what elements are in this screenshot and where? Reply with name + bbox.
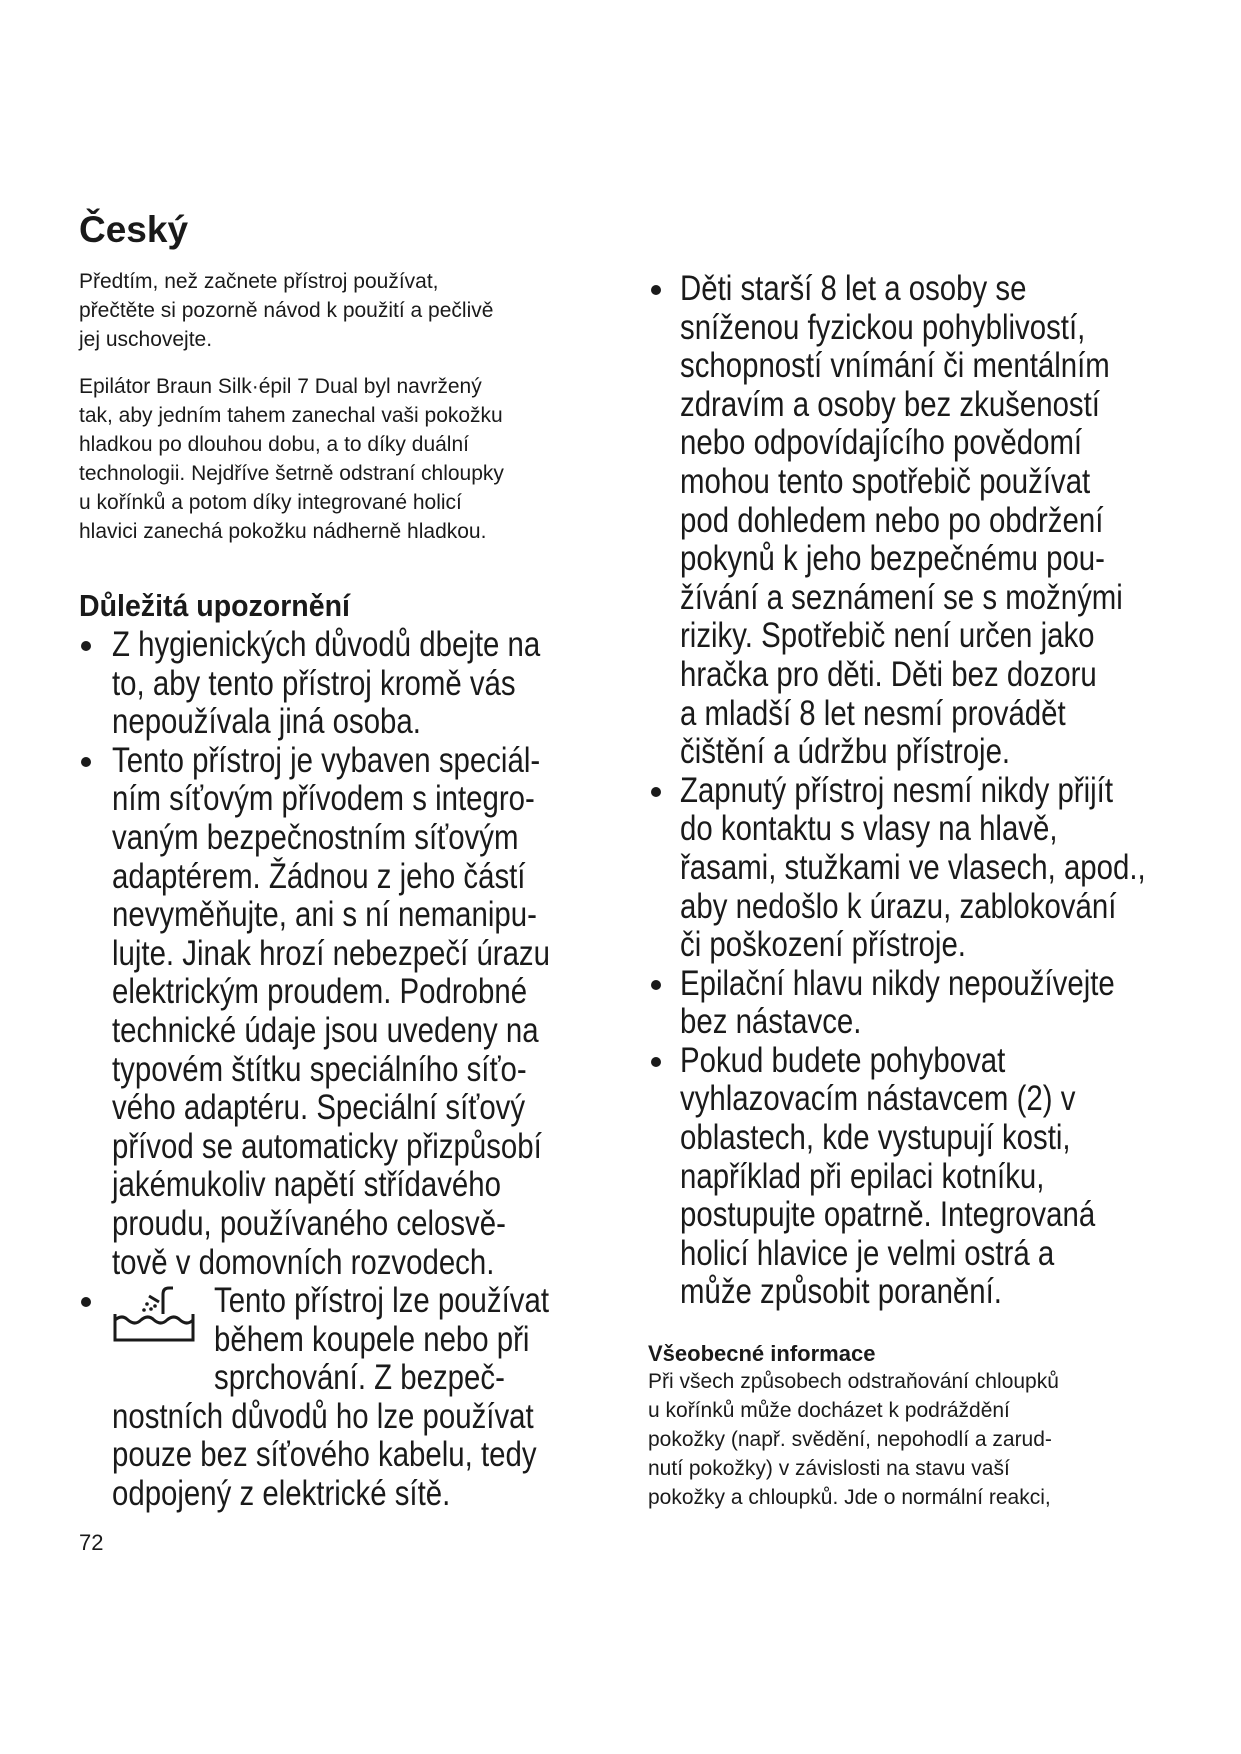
text-line: bez nástavce. <box>680 1002 862 1042</box>
bullet-item <box>79 626 619 742</box>
page-title: Český <box>79 209 189 250</box>
bullet-text <box>680 965 1191 1042</box>
bullet-text <box>680 772 1191 965</box>
text-line: nepoužívala jiná osoba. <box>112 702 421 742</box>
text-line: Epilátor Braun Silk·épil 7 Dual byl navržený <box>79 375 482 398</box>
bullet-item <box>651 772 1191 965</box>
text-line: jej uschovejte. <box>79 328 213 351</box>
bullet-item <box>651 270 1191 772</box>
bullet-dot <box>81 757 91 767</box>
text-line: Zapnutý přístroj nesmí nikdy přijít <box>680 770 1113 810</box>
text-line: adaptérem. Žádnou z jeho částí <box>112 856 526 896</box>
text-line: to, aby tento přístroj kromě vás <box>112 663 516 703</box>
text-line: jakémukoliv napětí střídavého <box>112 1165 501 1205</box>
warnings-heading: Důležitá upozornění <box>79 588 350 623</box>
intro-paragraph-2 <box>79 372 619 546</box>
text-line: u kořínků může docházet k podráždění <box>648 1399 1010 1422</box>
text-line: přívod se automaticky přizpůsobí <box>112 1126 542 1166</box>
text-line: mohou tento spotřebič používat <box>680 461 1091 501</box>
text-line: ním síťovým přívodem s integro- <box>112 779 535 819</box>
text-line: pod dohledem nebo po obdržení <box>680 500 1104 540</box>
text-line: riziky. Spotřebič není určen jako <box>680 616 1095 656</box>
text-line: nevyměňujte, ani s ní nemanipu- <box>112 895 537 935</box>
text-line: nostních důvodů ho lze používat <box>112 1396 534 1436</box>
bullet-text <box>112 742 619 1282</box>
text-line: Epilační hlavu nikdy nepoužívejte <box>680 963 1115 1003</box>
bullet-item <box>79 742 619 1282</box>
text-line: tak, aby jedním tahem zanechal vaši pokožku <box>79 404 503 427</box>
bath-bullet-text <box>112 1398 619 1514</box>
bullet-dot <box>651 787 661 797</box>
text-line: přečtěte si pozorně návod k použití a pečlivě <box>79 299 494 322</box>
intro-section <box>79 267 619 546</box>
text-line: holicí hlavice je velmi ostrá a <box>680 1233 1055 1273</box>
text-line: u kořínků a potom díky integrované holicí <box>79 491 462 514</box>
bullet-dot <box>651 980 661 990</box>
intro-paragraph-1 <box>79 267 619 354</box>
bath-shower-icon <box>111 1284 197 1353</box>
text-line: Tento přístroj lze používat <box>214 1281 550 1321</box>
left-warnings-list <box>79 626 619 1514</box>
general-info-text <box>648 1367 1188 1512</box>
text-line: pokožky (např. svědění, nepohodlí a zarud- <box>648 1428 1052 1451</box>
text-line: například při epilaci kotníku, <box>680 1156 1045 1196</box>
text-line: pokynů k jeho bezpečnému pou- <box>680 539 1105 579</box>
text-line: typovém štítku speciálního síťo- <box>112 1049 527 1089</box>
text-line: a mladší 8 let nesmí provádět <box>680 693 1066 733</box>
text-line: sníženou fyzickou pohyblivostí, <box>680 307 1086 347</box>
text-line: nebo odpovídajícího povědomí <box>680 423 1083 463</box>
text-line: může způsobit poranění. <box>680 1272 1002 1312</box>
bullet-text <box>680 1042 1191 1312</box>
text-line: vaným bezpečnostním síťovým <box>112 817 519 857</box>
text-line: postupujte opatrně. Integrovaná <box>680 1195 1096 1235</box>
text-line: pouze bez síťového kabelu, tedy <box>112 1435 537 1475</box>
text-line: Z hygienických důvodů dbejte na <box>112 625 541 664</box>
general-info-heading: Všeobecné informace <box>648 1341 876 1366</box>
text-line: řasami, stužkami ve vlasech, apod., <box>680 847 1146 887</box>
text-line: Děti starší 8 let a osoby se <box>680 269 1027 308</box>
page-number: 72 <box>79 1530 104 1555</box>
text-line: žívání a seznámení se s možnými <box>680 577 1123 617</box>
text-line: Předtím, než začnete přístroj používat, <box>79 270 439 293</box>
text-line: nutí pokožky) v závislosti na stavu vaší <box>648 1457 1010 1480</box>
text-line: pokožky a chloupků. Jde o normální reakci, <box>648 1486 1051 1509</box>
bullet-text <box>680 270 1191 772</box>
bullet-item <box>651 1042 1191 1312</box>
bullet-text <box>112 626 619 742</box>
text-line: lujte. Jinak hrozí nebezpečí úrazu <box>112 933 550 973</box>
text-line: technologii. Nejdříve šetrně odstraní chloupky <box>79 462 504 485</box>
text-line: technické údaje jsou uvedeny na <box>112 1010 539 1050</box>
text-line: sprchování. Z bezpeč- <box>214 1358 505 1398</box>
text-line: hladkou po dlouhou dobu, a to díky duální <box>79 433 469 456</box>
bullet-dot <box>81 641 91 651</box>
text-line: schopností vnímání či mentálním <box>680 346 1110 386</box>
text-line: hračka pro děti. Děti bez dozoru <box>680 654 1097 694</box>
text-line: či poškození přístroje. <box>680 925 966 965</box>
bath-bullet-text-indented <box>214 1282 619 1398</box>
text-line: odpojený z elektrické sítě. <box>112 1474 451 1514</box>
text-line: Při všech způsobech odstraňování chloupků <box>648 1370 1059 1393</box>
bullet-dot <box>81 1297 91 1307</box>
right-warnings-list <box>651 270 1191 1312</box>
text-line: aby nedošlo k úrazu, zablokování <box>680 886 1117 926</box>
text-line: elektrickým proudem. Podrobné <box>112 972 528 1012</box>
text-line: hlavici zanechá pokožku nádherně hladkou. <box>79 520 487 543</box>
text-line: během koupele nebo při <box>214 1319 530 1359</box>
bullet-item <box>651 965 1191 1042</box>
text-line: oblastech, kde vystupují kosti, <box>680 1118 1071 1158</box>
text-line: do kontaktu s vlasy na hlavě, <box>680 809 1058 849</box>
text-line: Pokud budete pohybovat <box>680 1040 1006 1080</box>
text-line: proudu, používaného celosvě- <box>112 1203 506 1243</box>
text-line: vého adaptéru. Speciální síťový <box>112 1088 526 1128</box>
text-line: vyhlazovacím nástavcem (2) v <box>680 1079 1076 1119</box>
text-line: Tento přístroj je vybaven speciál- <box>112 740 541 780</box>
bullet-item-bath <box>79 1282 619 1514</box>
bullet-dot <box>651 1057 661 1067</box>
text-line: tově v domovních rozvodech. <box>112 1242 495 1282</box>
text-line: čištění a údržbu přístroje. <box>680 732 1011 772</box>
bullet-dot <box>651 285 661 295</box>
text-line: zdravím a osoby bez zkušeností <box>680 384 1100 424</box>
